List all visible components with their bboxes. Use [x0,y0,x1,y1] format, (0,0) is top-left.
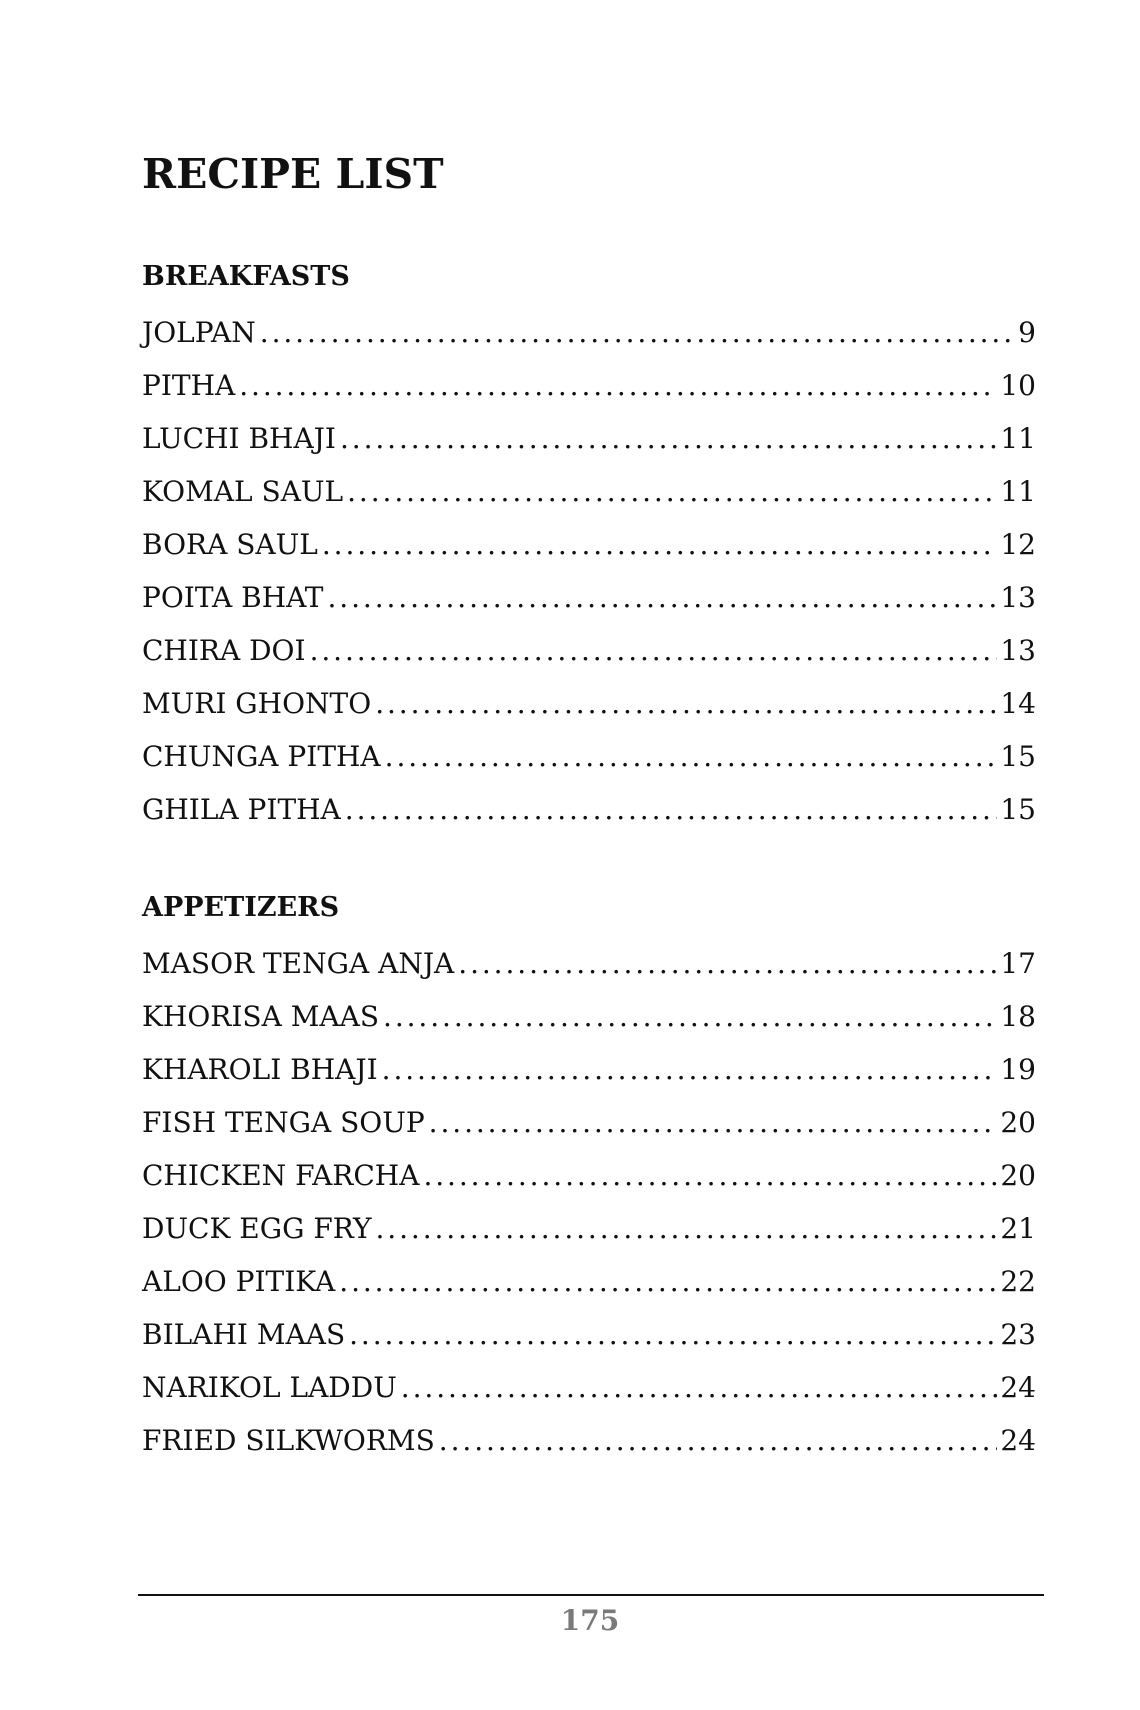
dot-leader [239,366,997,406]
section-heading: APPETIZERS [142,892,340,923]
entry-title: NARIKOL LADDU [142,1371,397,1404]
entry-page-number: 24 [1000,1424,1036,1457]
entry-page-number: 13 [1000,634,1036,667]
toc-list [142,944,1036,1474]
toc-entry[interactable] [142,737,1036,790]
entry-page-number: 11 [1000,475,1036,508]
dot-leader [340,419,997,459]
dot-leader [310,631,998,671]
dot-leader [401,1368,998,1408]
entry-title: JOLPAN [142,316,256,349]
entry-title: KHORISA MAAS [142,1000,380,1033]
entry-page-number: 13 [1000,581,1036,614]
toc-entry[interactable] [142,366,1036,419]
entry-page-number: 21 [1000,1212,1036,1245]
toc-entry[interactable] [142,944,1036,997]
entry-title: FRIED SILKWORMS [142,1424,435,1457]
toc-entry[interactable] [142,684,1036,737]
entry-title: PITHA [142,369,236,402]
toc-entry[interactable] [142,1156,1036,1209]
entry-title: BILAHI MAAS [142,1318,346,1351]
toc-list [142,313,1036,843]
dot-leader [375,684,997,724]
entry-page-number: 20 [1000,1106,1036,1139]
entry-page-number: 18 [1000,1000,1036,1033]
toc-entry[interactable] [142,1262,1036,1315]
toc-entry[interactable] [142,1368,1036,1421]
entry-title: DUCK EGG FRY [142,1212,372,1245]
dot-leader [423,1156,997,1196]
toc-entry[interactable] [142,313,1036,366]
toc-entry[interactable] [142,578,1036,631]
entry-title: GHILA PITHA [142,793,341,826]
dot-leader [322,525,998,565]
entry-page-number: 24 [1000,1371,1036,1404]
toc-entry[interactable] [142,472,1036,525]
toc-entry[interactable] [142,631,1036,684]
toc-entry[interactable] [142,1421,1036,1474]
entry-title: CHIRA DOI [142,634,306,667]
dot-leader [383,997,997,1037]
entry-title: POITA BHAT [142,581,324,614]
section-breakfasts [142,262,1036,843]
dot-leader [345,790,998,830]
section-appetizers [142,893,1036,1474]
toc-entry[interactable] [142,1103,1036,1156]
entry-title: CHUNGA PITHA [142,740,381,773]
dot-leader [327,578,997,618]
footer-divider [138,1594,1044,1596]
entry-title: MASOR TENGA ANJA [142,947,455,980]
entry-title: KHAROLI BHAJI [142,1053,378,1086]
page-number: 175 [560,1604,620,1637]
entry-title: ALOO PITIKA [142,1265,336,1298]
entry-page-number: 20 [1000,1159,1036,1192]
dot-leader [382,1050,998,1090]
toc-entry[interactable] [142,790,1036,843]
entry-page-number: 12 [1000,528,1036,561]
entry-page-number: 19 [1000,1053,1036,1086]
dot-leader [439,1421,998,1461]
entry-page-number: 9 [1018,316,1036,349]
toc-entry[interactable] [142,525,1036,578]
entry-title: BORA SAUL [142,528,318,561]
entry-page-number: 14 [1000,687,1036,720]
entry-title: FISH TENGA SOUP [142,1106,425,1139]
entry-page-number: 23 [1000,1318,1036,1351]
dot-leader [376,1209,998,1249]
toc-entry[interactable] [142,1315,1036,1368]
entry-page-number: 15 [1000,793,1036,826]
dot-leader [385,737,998,777]
toc-entry[interactable] [142,419,1036,472]
dot-leader [349,1315,997,1355]
dot-leader [347,472,997,512]
toc-entry[interactable] [142,1209,1036,1262]
section-heading: BREAKFASTS [142,261,350,292]
entry-page-number: 15 [1000,740,1036,773]
dot-leader [339,1262,997,1302]
toc-entry[interactable] [142,997,1036,1050]
dot-leader [429,1103,998,1143]
entry-page-number: 22 [1000,1265,1036,1298]
entry-page-number: 11 [1000,422,1036,455]
page-title: RECIPE LIST [142,150,444,198]
entry-title: KOMAL SAUL [142,475,344,508]
toc-entry[interactable] [142,1050,1036,1103]
entry-title: CHICKEN FARCHA [142,1159,420,1192]
entry-page-number: 10 [1000,369,1036,402]
dot-leader [458,944,997,984]
dot-leader [260,313,1015,353]
entry-page-number: 17 [1000,947,1036,980]
entry-title: MURI GHONTO [142,687,372,720]
entry-title: LUCHI BHAJI [142,422,336,455]
